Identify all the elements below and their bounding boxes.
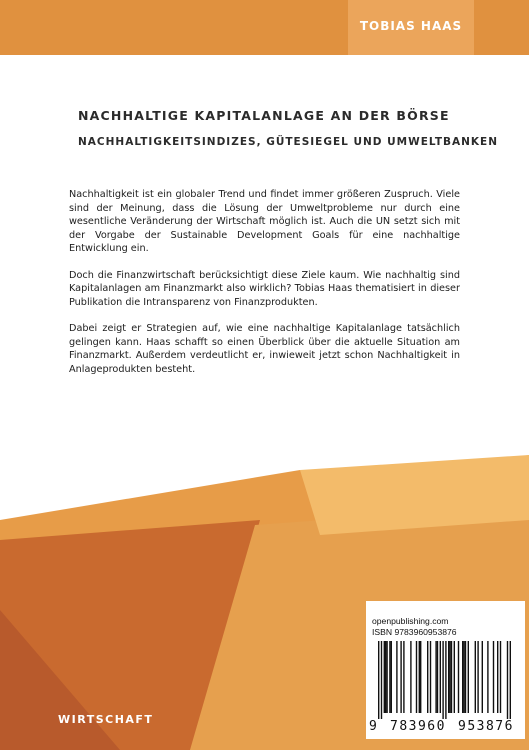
book-subtitle: NACHHALTIGKEITSINDIZES, GÜTESIEGEL UND UMWELTBANKEN: [78, 136, 499, 148]
author-box: [348, 0, 474, 55]
barcode-bar: [458, 641, 459, 713]
barcode-bar: [386, 641, 387, 713]
barcode-bar: [497, 641, 498, 713]
blurb-paragraph-3: Dabei zeigt er Strategien auf, wie eine nachhaltige Kapitalanlage tatsächlich gelingen kann. Haas schafft so einen Überblick über die aktuelle Situation am Finanzmarkt. Außerdem verdeutlicht er, inwieweit jetzt schon Nachhaltigkeit in Anlageprodukten besteht.: [69, 323, 460, 375]
barcode-digits: [366, 719, 525, 739]
barcode-bar: [463, 641, 464, 713]
barcode-bar: [487, 641, 488, 713]
blurb-text: [69, 188, 460, 389]
blurb-paragraph-2: Doch die Finanzwirtschaft berücksichtigt diese Ziele kaum. Wie nachhaltig sind Kapitalanlagen am Finanzmarkt also wirklich? Tobias Haas thematisiert in dieser Publikation die Intransparenz von Finanzprodukten.: [69, 269, 460, 308]
publisher-site: openpublishing.com: [372, 616, 449, 626]
barcode-bar: [403, 641, 404, 713]
barcode-bar: [400, 641, 401, 713]
isbn-number: ISBN 9783960953876: [372, 627, 457, 637]
book-title: NACHHALTIGE KAPITALANLAGE AN DER BÖRSE: [78, 108, 450, 123]
barcode-bar: [451, 641, 452, 713]
barcode-bar: [435, 641, 436, 713]
barcode-bar: [507, 641, 508, 719]
blurb-paragraph-1: Nachhaltigkeit ist ein globaler Trend und findet immer größeren Zuspruch. Viele sind der Meinung, dass die Lösung der Umweltprobleme nur durch eine wesentliche Veränderung der Wirtschaft möglich ist. Auch die UN setzt sich mit der Vorgabe der Sustainable Development Goals für eine nachhaltige Entwicklung ein.: [69, 189, 460, 254]
barcode-bar: [389, 641, 390, 713]
category-label: WIRTSCHAFT: [58, 713, 154, 726]
barcode-bar: [420, 641, 421, 713]
barcode-bar: [510, 641, 511, 719]
barcode-bar: [430, 641, 431, 713]
barcode-digits-right: 953876: [458, 719, 514, 734]
barcode-digit-first: 9: [369, 719, 377, 734]
author-name: TOBIAS HAAS: [359, 19, 463, 33]
barcode-bar: [419, 641, 420, 713]
barcode-bar: [396, 641, 397, 713]
barcode-bar: [378, 641, 379, 719]
barcode-block: [366, 601, 525, 739]
barcode-bar: [416, 641, 417, 713]
barcode-bar: [465, 641, 466, 713]
barcode-bar: [410, 641, 411, 713]
barcode-bar: [462, 641, 463, 713]
barcode-bar: [437, 641, 438, 713]
barcode-bar: [477, 641, 478, 713]
barcode-bar: [468, 641, 469, 713]
barcode-bar: [500, 641, 501, 713]
barcode-bar: [440, 641, 441, 713]
barcode-bar: [449, 641, 450, 713]
barcode-bar: [493, 641, 494, 713]
barcode-bar: [384, 641, 385, 713]
barcode-bar: [391, 641, 392, 713]
barcode-bar: [442, 641, 443, 719]
barcode-bar: [427, 641, 428, 713]
barcode-digits-left: 783960: [390, 719, 446, 734]
barcode-bar: [448, 641, 449, 713]
barcode-bar: [445, 641, 446, 719]
barcode-bar: [482, 641, 483, 713]
barcode-bar: [385, 641, 386, 713]
barcode-bar: [475, 641, 476, 713]
barcode-bar: [454, 641, 455, 713]
barcode-bar: [381, 641, 382, 719]
